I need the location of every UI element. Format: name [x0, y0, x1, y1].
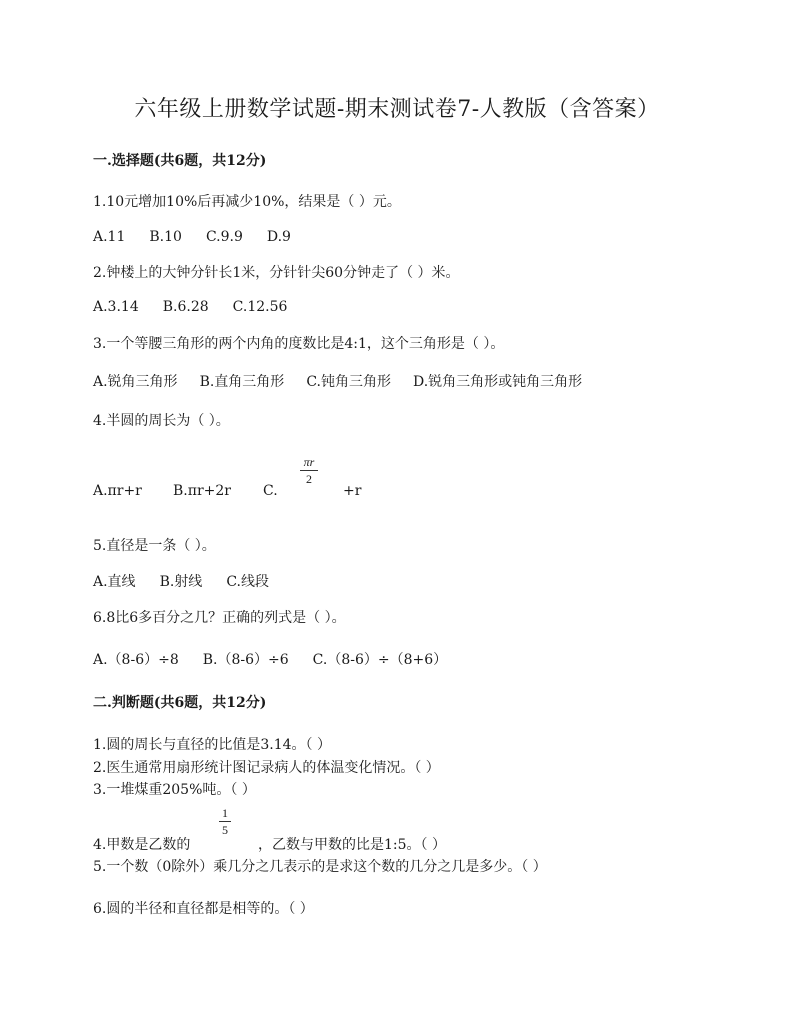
judgement-item-4-tail: ，乙数与甲数的比是1:5。（ ） [258, 837, 446, 853]
judgement-item-6: 6.圆的半径和直径都是相等的。（ ） [93, 901, 314, 917]
option-c: C.钝角三角形 [306, 374, 391, 390]
judgement-item-3: 3.一堆煤重205%吨。（ ） [93, 782, 256, 798]
option-b: B.射线 [159, 574, 203, 590]
judgement-item-2: 2.医生通常用扇形统计图记录病人的体温变化情况。（ ） [93, 760, 440, 776]
question-6: 6.8比6多百分之几？正确的列式是（ ）。 [93, 610, 346, 626]
judgement-item-5: 5.一个数（0除外）乘几分之几表示的是求这个数的几分之几是多少。（ ） [93, 859, 547, 875]
fraction-denominator: 5 [222, 823, 228, 837]
option-c: C.12.56 [232, 299, 288, 315]
question-5-options [93, 571, 293, 591]
option-b: B.πr+2r [173, 483, 231, 499]
option-c: C. [263, 483, 278, 499]
fraction-bar [300, 470, 318, 471]
question-2-options [93, 299, 311, 315]
question-1: 1.10元增加10%后再减少10%，结果是（ ）元。 [93, 194, 401, 210]
fraction-numerator: 1 [222, 806, 228, 820]
fraction-one-fifth [219, 806, 231, 837]
section-heading-choice: 一.选择题(共6题，共12分) [93, 153, 267, 169]
fraction-numerator: πr [303, 455, 315, 469]
option-c-tail: +r [343, 483, 362, 499]
option-d: D.锐角三角形或钝角三角形 [412, 374, 583, 390]
fraction-denominator: 2 [306, 472, 312, 486]
option-a: A.（8-6）÷8 [93, 652, 179, 668]
question-4: 4.半圆的周长为（ ）。 [93, 413, 230, 429]
option-b: B.（8-6）÷6 [202, 652, 289, 668]
option-c: C.9.9 [205, 229, 243, 245]
option-a: A.直线 [93, 574, 136, 590]
fraction-bar [219, 821, 231, 822]
question-3: 3.一个等腰三角形的两个内角的度数比是4:1，这个三角形是（ ）。 [93, 336, 505, 352]
option-a: A.3.14 [93, 299, 139, 315]
question-6-options [93, 649, 471, 669]
option-a: A.11 [93, 229, 126, 245]
option-b: B.直角三角形 [199, 374, 285, 390]
option-d: D.9 [266, 229, 291, 245]
question-2: 2.钟楼上的大钟分针长1米，分针针尖60分钟走了（ ）米。 [93, 265, 460, 281]
option-c: C.线段 [226, 574, 269, 590]
option-b: B.10 [149, 229, 182, 245]
option-a: A.πr+r [93, 483, 142, 499]
question-5: 5.直径是一条（ ）。 [93, 538, 216, 554]
page-title: 六年级上册数学试题-期末测试卷7-人教版（含答案） [134, 97, 660, 122]
fraction-pi-r-over-2 [300, 455, 318, 486]
option-a: A.锐角三角形 [93, 374, 178, 390]
option-b: B.6.28 [162, 299, 209, 315]
judgement-item-4: 4.甲数是乙数的 [93, 837, 191, 853]
question-1-options [93, 229, 315, 245]
judgement-item-1: 1.圆的周长与直径的比值是3.14。（ ） [93, 737, 331, 753]
option-c: C.（8-6）÷（8+6） [312, 652, 448, 668]
section-heading-judgement: 二.判断题(共6题，共12分) [93, 695, 267, 711]
question-3-options [93, 371, 604, 391]
